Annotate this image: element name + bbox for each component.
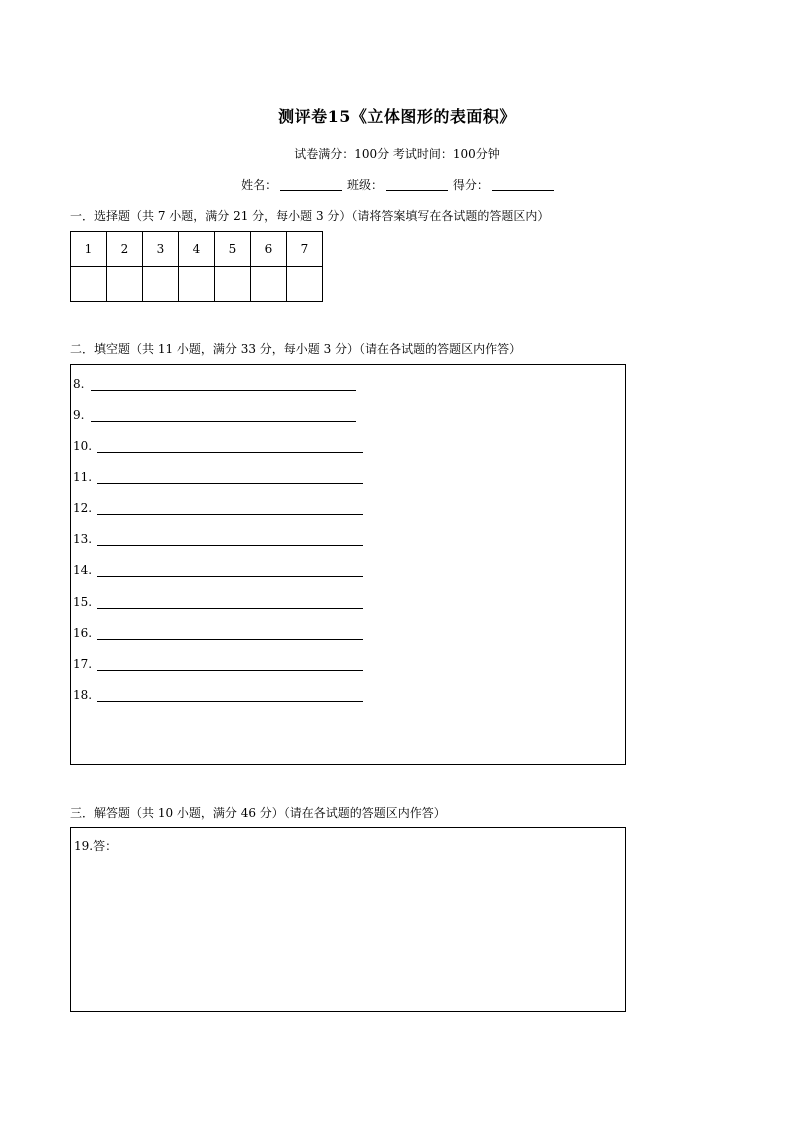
fill-item-number: 12. bbox=[73, 501, 93, 515]
fill-answer-line[interactable] bbox=[97, 687, 363, 702]
name-field[interactable] bbox=[280, 178, 342, 191]
section1-heading: 一．选择题（共 7 小题，满分 21 分，每小题 3 分）（请将答案填写在各试题的答题区内） bbox=[70, 209, 550, 223]
fill-answer-line[interactable] bbox=[97, 625, 363, 640]
fill-answer-line[interactable] bbox=[97, 594, 363, 609]
page-title: 测评卷15《立体图形的表面积》 bbox=[278, 107, 516, 126]
fill-item bbox=[73, 375, 356, 391]
fill-answer-line[interactable] bbox=[91, 407, 356, 422]
fill-answer-line[interactable] bbox=[91, 376, 356, 391]
class-label: 班级： bbox=[346, 178, 383, 192]
fill-item-number: 14. bbox=[73, 563, 93, 577]
fill-answer-line[interactable] bbox=[97, 438, 363, 453]
fill-item bbox=[73, 593, 363, 609]
fill-item-number: 10. bbox=[73, 439, 93, 453]
fill-item-number: 11. bbox=[73, 470, 93, 484]
free-response-answer-box[interactable] bbox=[70, 827, 626, 1012]
fill-item-number: 15. bbox=[73, 595, 93, 609]
name-label: 姓名： bbox=[241, 178, 278, 192]
answer-cell[interactable] bbox=[215, 267, 251, 302]
answer-cell[interactable] bbox=[107, 267, 143, 302]
question-number-cell: 3 bbox=[143, 232, 179, 267]
fill-answer-line[interactable] bbox=[97, 531, 363, 546]
fill-item bbox=[73, 624, 363, 640]
score-field[interactable] bbox=[492, 178, 554, 191]
question-number-cell: 5 bbox=[215, 232, 251, 267]
question-number-cell: 7 bbox=[287, 232, 323, 267]
answer-cell[interactable] bbox=[287, 267, 323, 302]
question-number-row bbox=[71, 232, 323, 267]
question-number-cell: 1 bbox=[71, 232, 107, 267]
fill-answer-line[interactable] bbox=[97, 469, 363, 484]
fill-item-number: 9. bbox=[73, 408, 85, 422]
fill-item bbox=[73, 437, 363, 453]
fill-item-number: 13. bbox=[73, 532, 93, 546]
fill-item-number: 17. bbox=[73, 657, 93, 671]
fill-item bbox=[73, 655, 363, 671]
answer-row bbox=[71, 267, 323, 302]
question-number-cell: 2 bbox=[107, 232, 143, 267]
fill-item bbox=[73, 406, 356, 422]
student-info-line bbox=[0, 176, 794, 193]
class-field[interactable] bbox=[386, 178, 448, 191]
question-number-cell: 6 bbox=[251, 232, 287, 267]
exam-meta: 试卷满分：100分 考试时间：100分钟 bbox=[294, 147, 500, 161]
fill-item bbox=[73, 686, 363, 702]
fill-in-answer-box bbox=[70, 364, 626, 765]
answer-cell[interactable] bbox=[251, 267, 287, 302]
fill-answer-line[interactable] bbox=[97, 562, 363, 577]
fill-item bbox=[73, 561, 363, 577]
answer-cell[interactable] bbox=[71, 267, 107, 302]
question-number-cell: 4 bbox=[179, 232, 215, 267]
fill-item bbox=[73, 499, 363, 515]
section3-heading: 三．解答题（共 10 小题，满分 46 分）（请在各试题的答题区内作答） bbox=[70, 806, 446, 820]
fill-item bbox=[73, 468, 363, 484]
fill-item-number: 8. bbox=[73, 377, 85, 391]
fill-item-number: 16. bbox=[73, 626, 93, 640]
fill-answer-line[interactable] bbox=[97, 656, 363, 671]
multiple-choice-answer-grid bbox=[70, 231, 323, 302]
fill-item bbox=[73, 530, 363, 546]
fill-answer-line[interactable] bbox=[97, 500, 363, 515]
answer-cell[interactable] bbox=[179, 267, 215, 302]
answer-label: 19.答： bbox=[74, 839, 118, 853]
section2-heading: 二．填空题（共 11 小题，满分 33 分，每小题 3 分）（请在各试题的答题区内作答） bbox=[70, 342, 522, 356]
fill-item-number: 18. bbox=[73, 688, 93, 702]
score-label: 得分： bbox=[452, 178, 489, 192]
answer-cell[interactable] bbox=[143, 267, 179, 302]
